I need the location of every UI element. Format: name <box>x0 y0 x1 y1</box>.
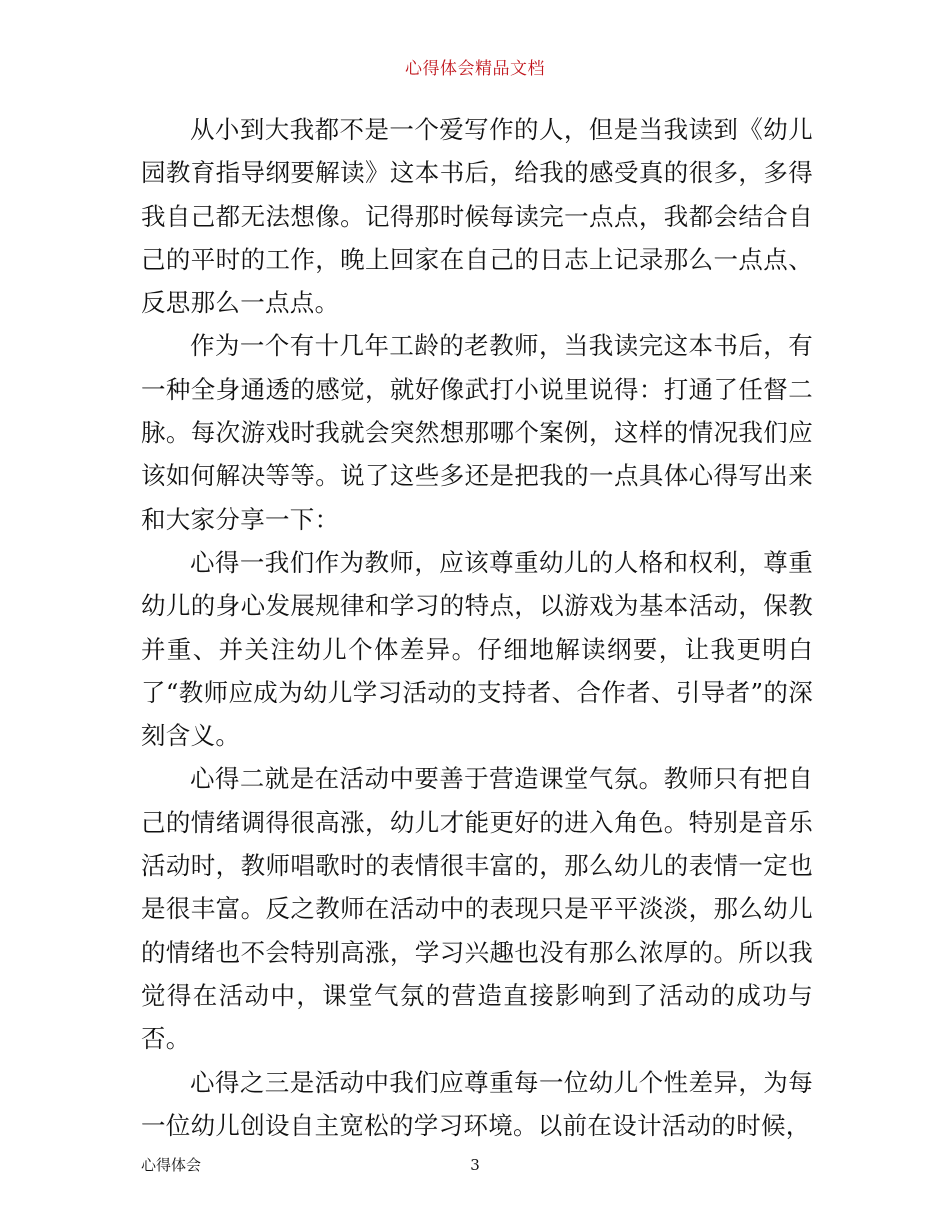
paragraph-5: 心得之三是活动中我们应尊重每一位幼儿个性差异，为每一位幼儿创设自主宽松的学习环境。以前在设计活动的时候， <box>141 1067 813 1140</box>
paragraph-3: 心得一我们作为教师，应该尊重幼儿的人格和权利，尊重幼儿的身心发展规律和学习的特点，以游戏为基本活动，保教并重、并关注幼儿个体差异。仔细地解读纲要，让我更明白了“教师应成为幼儿学习活动的支持者、合作者、引导者”的深刻含义。 <box>141 547 813 751</box>
paragraph-4: 心得二就是在活动中要善于营造课堂气氛。教师只有把自己的情绪调得很高涨，幼儿才能更好的进入角色。特别是音乐活动时，教师唱歌时的表情很丰富的，那么幼儿的表情一定也是很丰富。反之教师在活动中的表现只是平平淡淡，那么幼儿的情绪也不会特别高涨，学习兴趣也没有那么浓厚的。所以我觉得在活动中，课堂气氛的营造直接影响到了活动的成功与否。 <box>141 764 813 1054</box>
document-body <box>141 108 813 1147</box>
page-number: 3 <box>470 1156 480 1174</box>
footer-label: 心得体会 <box>141 1156 202 1174</box>
paragraph-1: 从小到大我都不是一个爱写作的人，但是当我读到《幼儿园教育指导纲要解读》这本书后，给我的感受真的很多，多得我自己都无法想像。记得那时候每读完一点点，我都会结合自己的平时的工作，晚上回家在自己的日志上记录那么一点点、反思那么一点点。 <box>141 115 813 318</box>
page-header-title: 心得体会精品文档 <box>405 59 545 79</box>
paragraph-2: 作为一个有十几年工龄的老教师，当我读完这本书后，有一种全身通透的感觉，就好像武打小说里说得：打通了任督二脉。每次游戏时我就会突然想那哪个案例，这样的情况我们应该如何解决等等。说了这些多还是把我的一点具体心得写出来和大家分享一下： <box>141 331 813 534</box>
